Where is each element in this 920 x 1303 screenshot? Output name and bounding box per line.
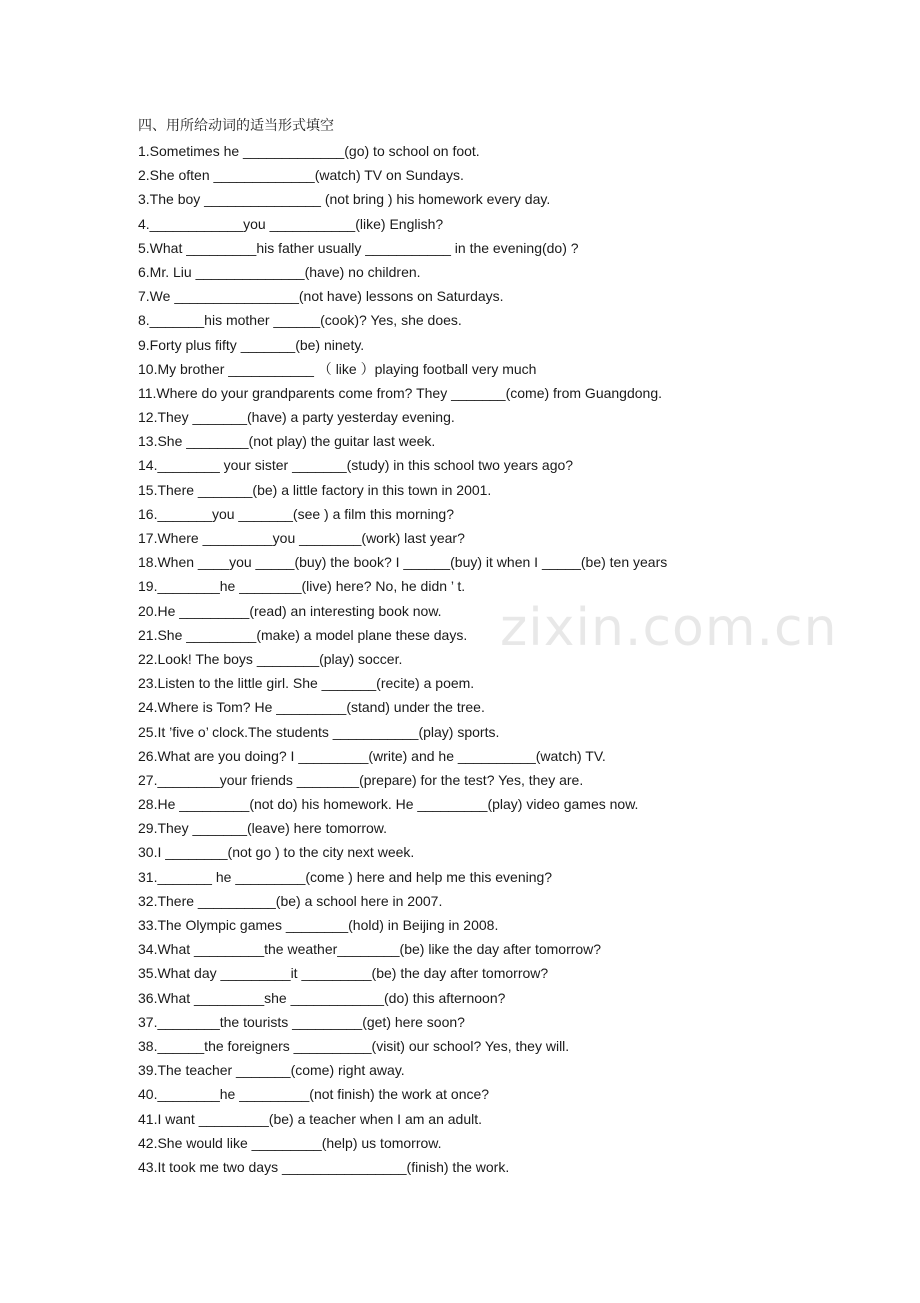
question-item: 41.I want _________(be) a teacher when I am an adult. xyxy=(138,1110,483,1127)
question-item: 39.The teacher _______(come) right away. xyxy=(138,1062,405,1079)
question-item: 36.What _________she ____________(do) this afternoon? xyxy=(138,989,506,1006)
question-item: 26.What are you doing? I _________(write) and he __________(watch) TV. xyxy=(138,747,606,764)
question-list xyxy=(138,141,667,1181)
question-item: 13.She ________(not play) the guitar last week. xyxy=(138,433,436,450)
question-item: 15.There _______(be) a little factory in this town in 2001. xyxy=(138,481,492,498)
question-item: 29.They _______(leave) here tomorrow. xyxy=(138,820,388,837)
question-item: 23.Listen to the little girl. She _______(recite) a poem. xyxy=(138,675,475,692)
question-item: 42.She would like _________(help) us tomorrow. xyxy=(138,1134,442,1151)
question-item: 7.We ________________(not have) lessons on Saturdays. xyxy=(138,288,504,305)
question-item: 16._______you _______(see ) a film this morning? xyxy=(138,505,454,522)
question-item: 14.________ your sister _______(study) in this school two years ago? xyxy=(138,457,574,474)
question-item: 30.I ________(not go ) to the city next week. xyxy=(138,844,415,861)
question-item: 27.________your friends ________(prepare) for the test? Yes, they are. xyxy=(138,771,584,788)
question-item: 21.She _________(make) a model plane these days. xyxy=(138,626,468,643)
question-item: 37.________the tourists _________(get) here soon? xyxy=(138,1013,465,1030)
question-item: 6.Mr. Liu ______________(have) no children. xyxy=(138,263,421,280)
question-item: 22.Look! The boys ________(play) soccer. xyxy=(138,650,403,667)
question-item: 4.____________you ___________(like) English? xyxy=(138,215,444,232)
question-item: 12.They _______(have) a party yesterday evening. xyxy=(138,409,455,426)
question-item: 34.What _________the weather________(be) like the day after tomorrow? xyxy=(138,941,602,958)
question-item: 3.The boy _______________ (not bring ) his homework every day. xyxy=(138,191,551,208)
question-item: 10.My brother ___________ （ like ）playing football very much xyxy=(138,360,537,377)
question-item: 11.Where do your grandparents come from? They _______(come) from Guangdong. xyxy=(138,384,662,401)
question-item: 2.She often _____________(watch) TV on Sundays. xyxy=(138,167,464,184)
question-item: 24.Where is Tom? He _________(stand) under the tree. xyxy=(138,699,485,716)
watermark-text: zixin.com.cn xyxy=(500,598,838,658)
question-item: 9.Forty plus fifty _______(be) ninety. xyxy=(138,336,365,353)
question-item: 20.He _________(read) an interesting book now. xyxy=(138,602,442,619)
question-item: 18.When ____you _____(buy) the book? I ______(buy) it when I _____(be) ten years xyxy=(138,554,668,571)
question-item: 1.Sometimes he _____________(go) to school on foot. xyxy=(138,143,480,159)
question-item: 33.The Olympic games ________(hold) in Beijing in 2008. xyxy=(138,917,499,933)
question-item: 28.He _________(not do) his homework. He _________(play) video games now. xyxy=(138,796,639,813)
question-item: 43.It took me two days ________________(finish) the work. xyxy=(138,1158,510,1175)
question-item: 38.______the foreigners __________(visit) our school? Yes, they will. xyxy=(138,1037,570,1054)
section-heading: 四、用所给动词的适当形式填空 xyxy=(138,118,334,134)
question-item: 19.________he ________(live) here? No, he didn ’ t. xyxy=(138,578,466,595)
question-item: 40.________he _________(not finish) the work at once? xyxy=(138,1086,490,1103)
question-item: 25.It ’five o’ clock.The students ___________(play) sports. xyxy=(138,723,500,740)
question-item: 32.There __________(be) a school here in 2007. xyxy=(138,892,443,909)
question-item: 35.What day _________it _________(be) the day after tomorrow? xyxy=(138,965,549,982)
question-item: 31._______ he _________(come ) here and help me this evening? xyxy=(138,868,553,885)
question-item: 8._______his mother ______(cook)? Yes, she does. xyxy=(138,312,462,329)
question-item: 17.Where _________you ________(work) last year? xyxy=(138,530,465,546)
question-item: 5.What _________his father usually ___________ in the evening(do) ? xyxy=(138,239,579,256)
